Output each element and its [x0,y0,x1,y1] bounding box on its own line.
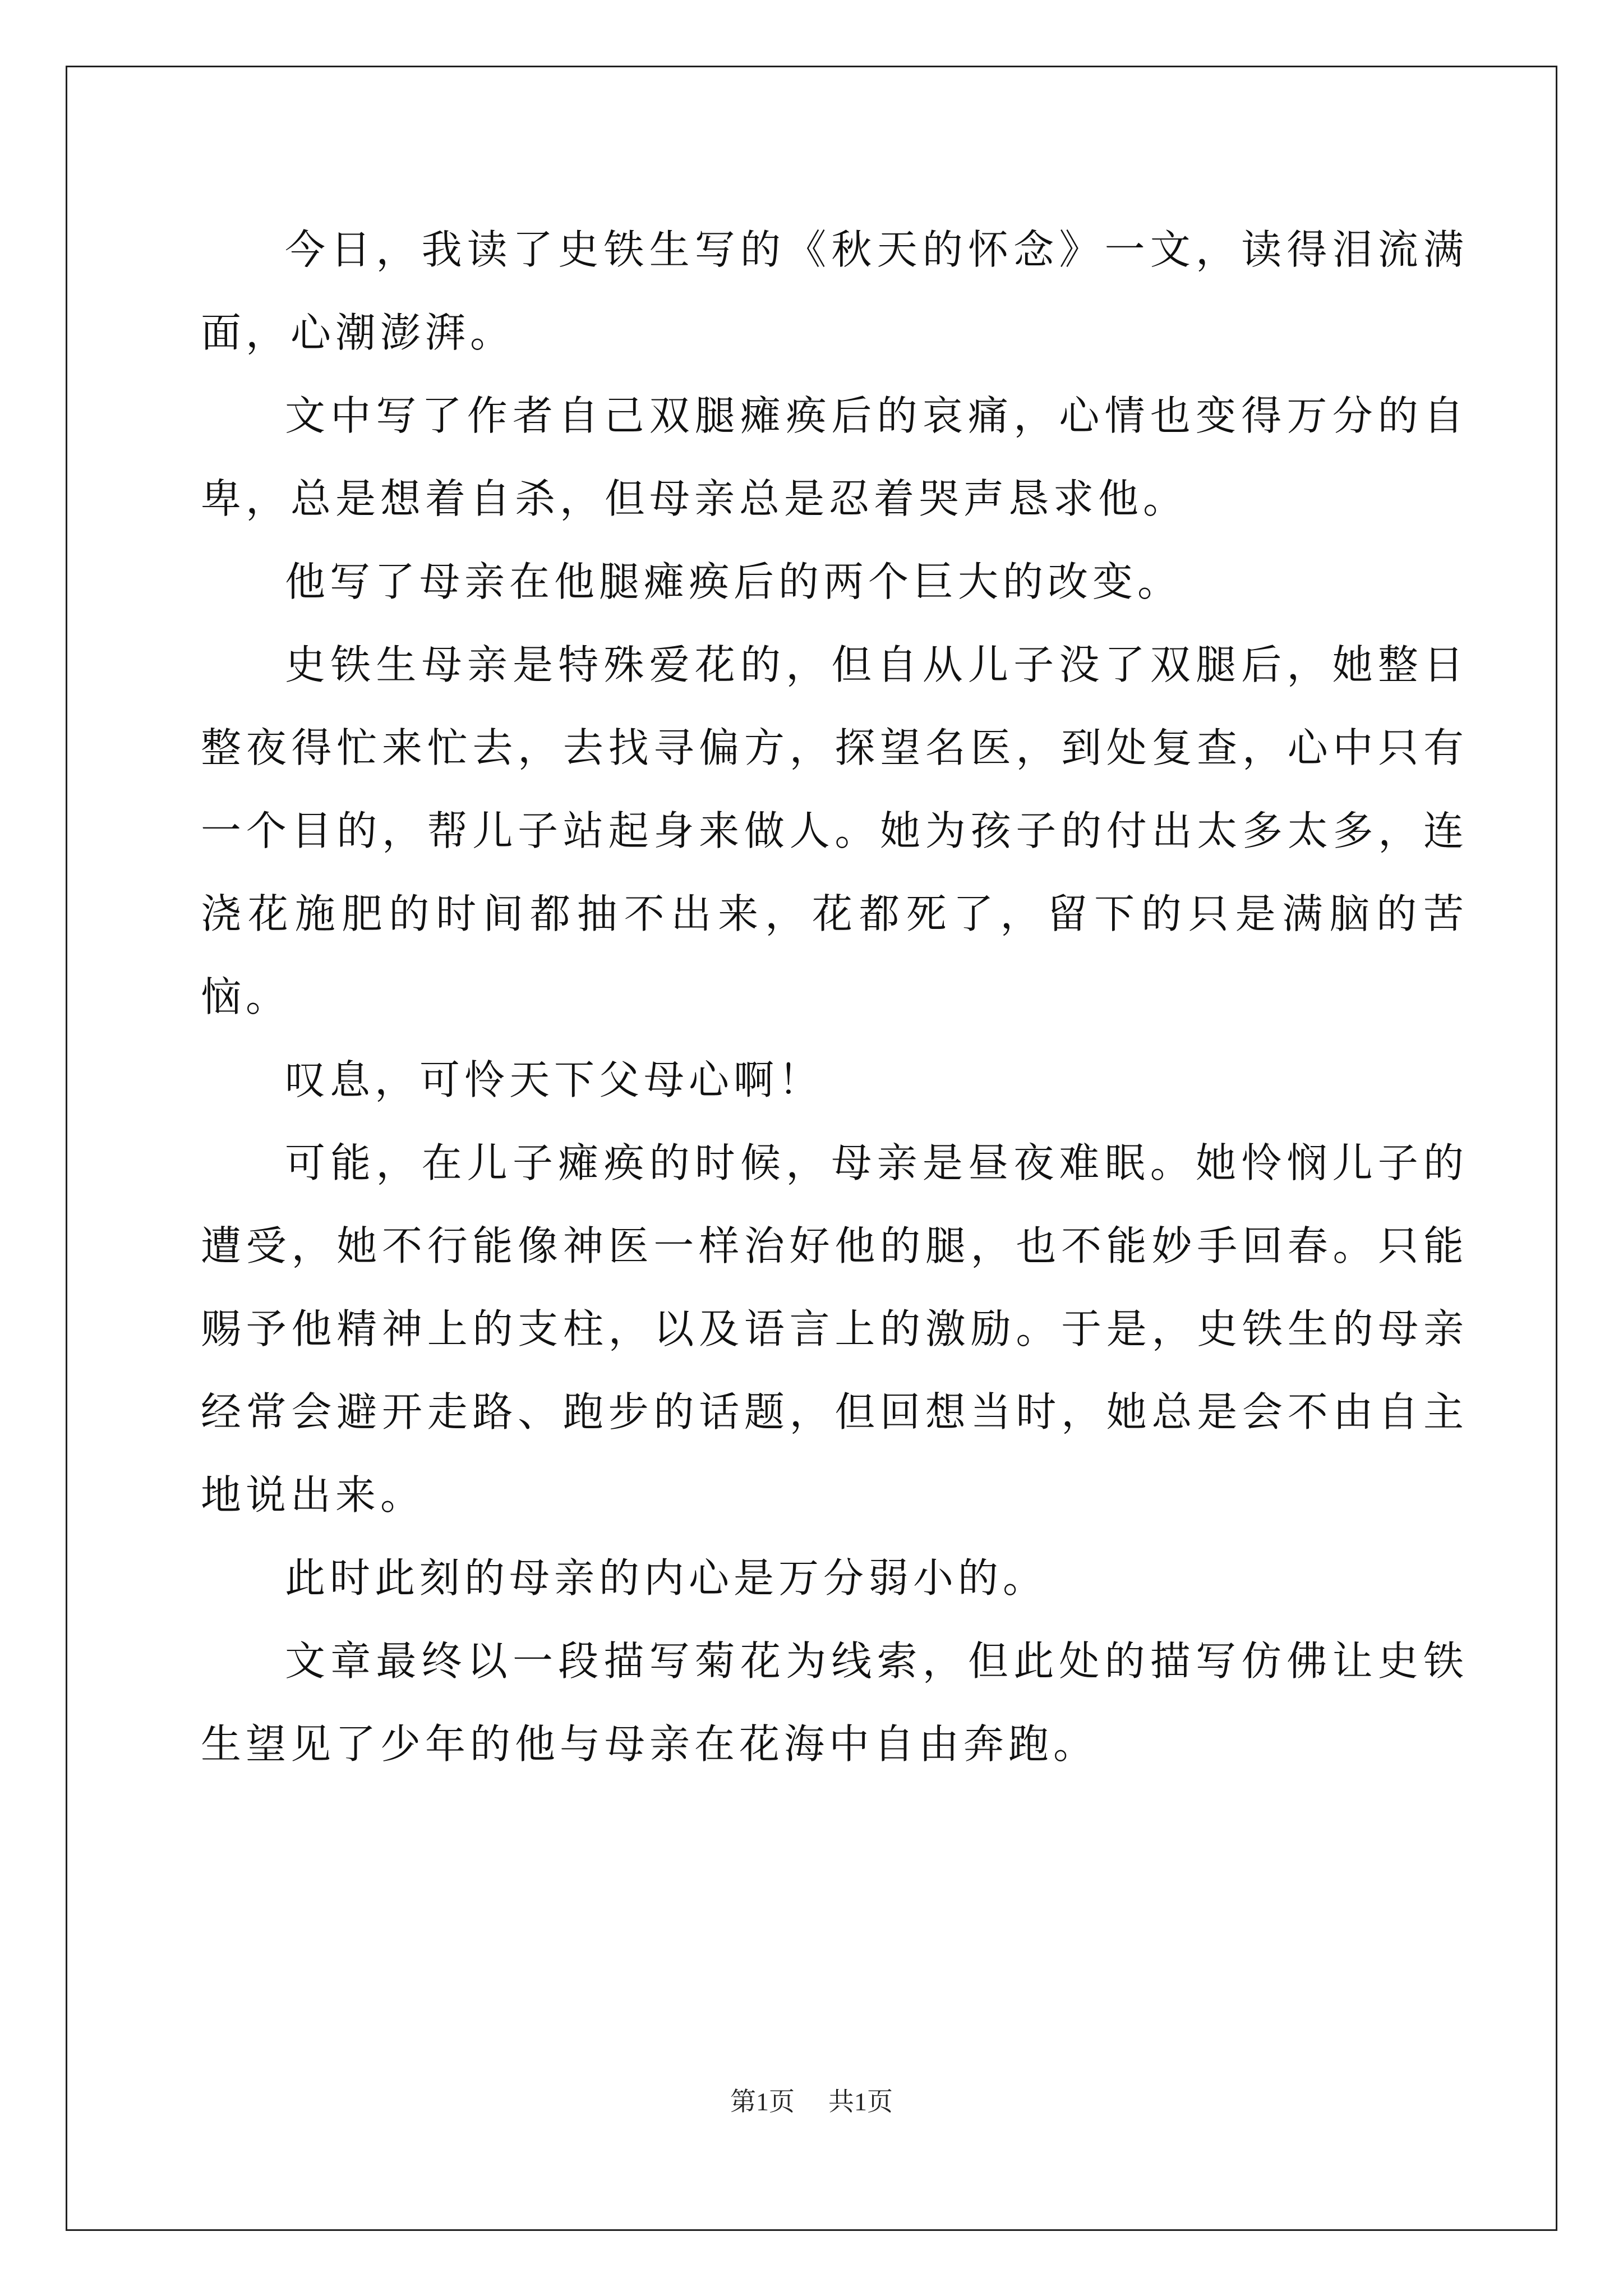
paragraph-8: 文章最终以一段描写菊花为线索，但此处的描写仿佛让史铁生望见了少年的他与母亲在花海中自由奔跑。 [201,1637,1468,1768]
page-number-total: 共1页 [828,2087,893,2116]
paragraph-4: 史铁生母亲是特殊爱花的，但自从儿子没了双腿后，她整日整夜得忙来忙去，去找寻偏方，探望名医，到处复查，心中只有一个目的，帮儿子站起身来做人。她为孩子的付出太多太多，连浇花施肥的时间都抽不出来，花都死了，留下的只是满脑的苦恼。 [201,641,1468,1020]
page-footer [0,2081,1623,2118]
paragraph-2: 文中写了作者自己双腿瘫痪后的哀痛，心情也变得万分的自卑，总是想着自杀，但母亲总是忍着哭声恳求他。 [201,392,1468,522]
paragraph-7: 此时此刻的母亲的内心是万分弱小的。 [285,1554,1048,1602]
page-number-current: 第1页 [730,2087,795,2116]
document-body [201,208,1468,1786]
paragraph-5: 叹息，可怜天下父母心啊！ [285,1056,824,1103]
paragraph-6: 可能，在儿子瘫痪的时候，母亲是昼夜难眠。她怜悯儿子的遭受，她不行能像神医一样治好他的腿，也不能妙手回春。只能赐予他精神上的支柱，以及语言上的激励。于是，史铁生的母亲经常会避开走路、跑步的话题，但回想当时，她总是会不由自主地说出来。 [201,1139,1468,1519]
paragraph-3: 他写了母亲在他腿瘫痪后的两个巨大的改变。 [285,558,1183,605]
paragraph-1: 今日，我读了史铁生写的《秋天的怀念》一文，读得泪流满面，心潮澎湃。 [201,226,1468,356]
